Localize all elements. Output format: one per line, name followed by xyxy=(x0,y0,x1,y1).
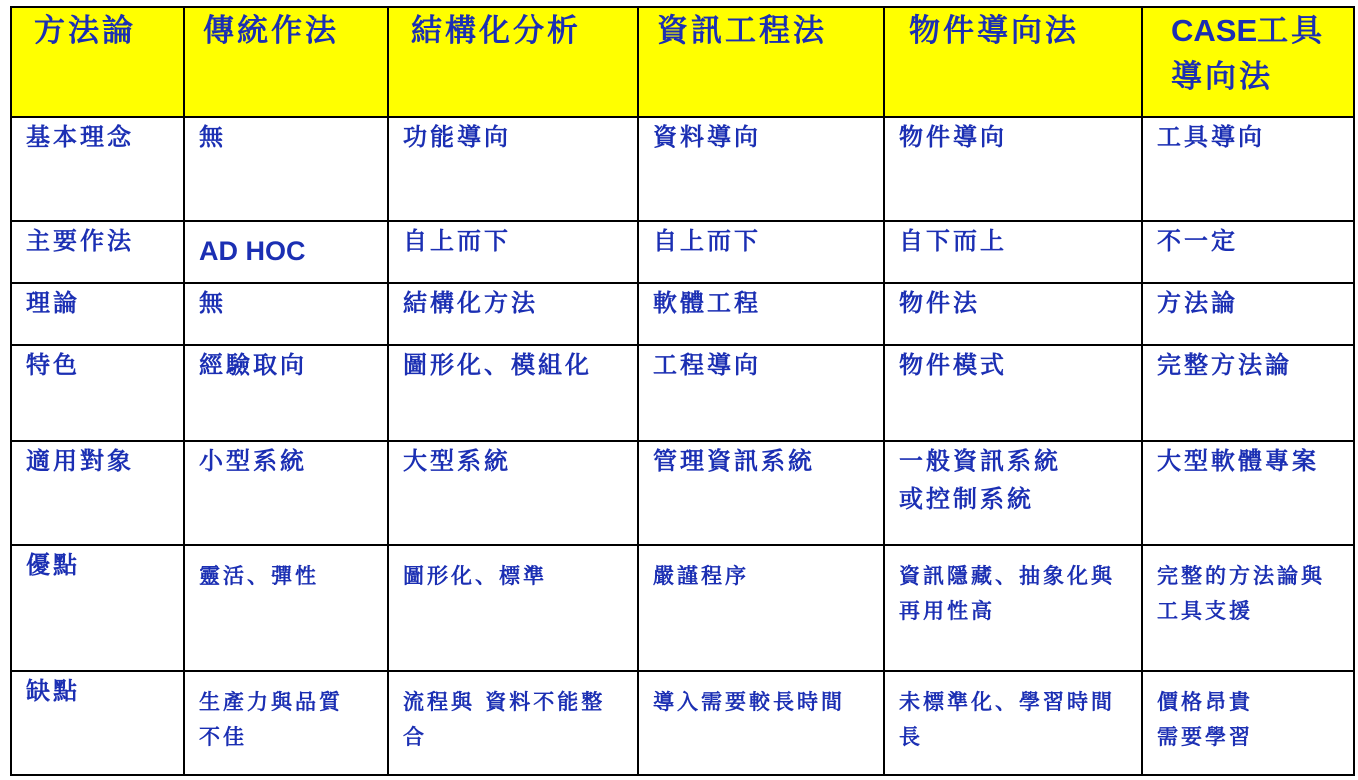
table-cell: 不一定 xyxy=(1142,221,1354,283)
header-case-prefix: CASE xyxy=(1171,13,1258,48)
table-cell: 自下而上 xyxy=(884,221,1142,283)
row-label: 基本理念 xyxy=(11,117,184,221)
table-cell xyxy=(184,221,388,283)
table-cell: 軟體工程 xyxy=(638,283,884,345)
cell-line: 再用性高 xyxy=(899,598,995,623)
table-row xyxy=(11,545,1354,671)
row-label: 缺點 xyxy=(11,671,184,775)
table-cell: 流程與 資料不能整合 xyxy=(388,671,638,775)
table-cell: 大型軟體專案 xyxy=(1142,441,1354,545)
table-cell: 導入需要較長時間 xyxy=(638,671,884,775)
table-cell: 物件模式 xyxy=(884,345,1142,441)
cell-text-ad-hoc: AD HOC xyxy=(199,236,306,266)
cell-line: 資訊隱藏、抽象化與 xyxy=(899,563,1115,588)
table-row xyxy=(11,221,1354,283)
cell-line: 一般資訊系統 xyxy=(899,446,1061,475)
table-cell xyxy=(1142,671,1354,775)
table-cell: 嚴謹程序 xyxy=(638,545,884,671)
header-case-tool xyxy=(1142,7,1354,117)
header-object-oriented: 物件導向法 xyxy=(884,7,1142,117)
header-case-suffix: 工具導向法 xyxy=(1171,13,1326,95)
cell-line: 或控制系統 xyxy=(899,484,1034,513)
table-cell: 資料導向 xyxy=(638,117,884,221)
table-cell: 完整方法論 xyxy=(1142,345,1354,441)
table-row xyxy=(11,671,1354,775)
table-cell: 管理資訊系統 xyxy=(638,441,884,545)
table-cell: 圖形化、模組化 xyxy=(388,345,638,441)
table-cell: 無 xyxy=(184,117,388,221)
table-cell: 生產力與品質不佳 xyxy=(184,671,388,775)
row-label: 特色 xyxy=(11,345,184,441)
table-row xyxy=(11,283,1354,345)
methodology-comparison-table xyxy=(10,6,1355,776)
table-cell: 結構化方法 xyxy=(388,283,638,345)
header-methodology: 方法論 xyxy=(11,7,184,117)
table-cell: 工程導向 xyxy=(638,345,884,441)
table-cell xyxy=(884,441,1142,545)
table-cell: 自上而下 xyxy=(388,221,638,283)
table-cell: 方法論 xyxy=(1142,283,1354,345)
table-cell: 經驗取向 xyxy=(184,345,388,441)
header-traditional: 傳統作法 xyxy=(184,7,388,117)
table-cell: 自上而下 xyxy=(638,221,884,283)
header-structured-analysis: 結構化分析 xyxy=(388,7,638,117)
cell-line: 價格昂貴 xyxy=(1157,689,1253,714)
cell-line: 需要學習 xyxy=(1157,724,1253,749)
table-cell: 大型系統 xyxy=(388,441,638,545)
table-row xyxy=(11,441,1354,545)
table-cell: 無 xyxy=(184,283,388,345)
table-cell xyxy=(884,545,1142,671)
row-label: 優點 xyxy=(11,545,184,671)
header-row xyxy=(11,7,1354,117)
row-label: 適用對象 xyxy=(11,441,184,545)
table-row xyxy=(11,345,1354,441)
row-label: 理論 xyxy=(11,283,184,345)
table-cell: 小型系統 xyxy=(184,441,388,545)
table-cell: 靈活、彈性 xyxy=(184,545,388,671)
table-cell: 功能導向 xyxy=(388,117,638,221)
table-cell: 圖形化、標準 xyxy=(388,545,638,671)
table-cell: 完整的方法論與工具支援 xyxy=(1142,545,1354,671)
table-cell: 工具導向 xyxy=(1142,117,1354,221)
header-information-engineering: 資訊工程法 xyxy=(638,7,884,117)
table-cell: 物件導向 xyxy=(884,117,1142,221)
table-row xyxy=(11,117,1354,221)
row-label: 主要作法 xyxy=(11,221,184,283)
table-cell: 物件法 xyxy=(884,283,1142,345)
table-cell: 未標準化、學習時間長 xyxy=(884,671,1142,775)
